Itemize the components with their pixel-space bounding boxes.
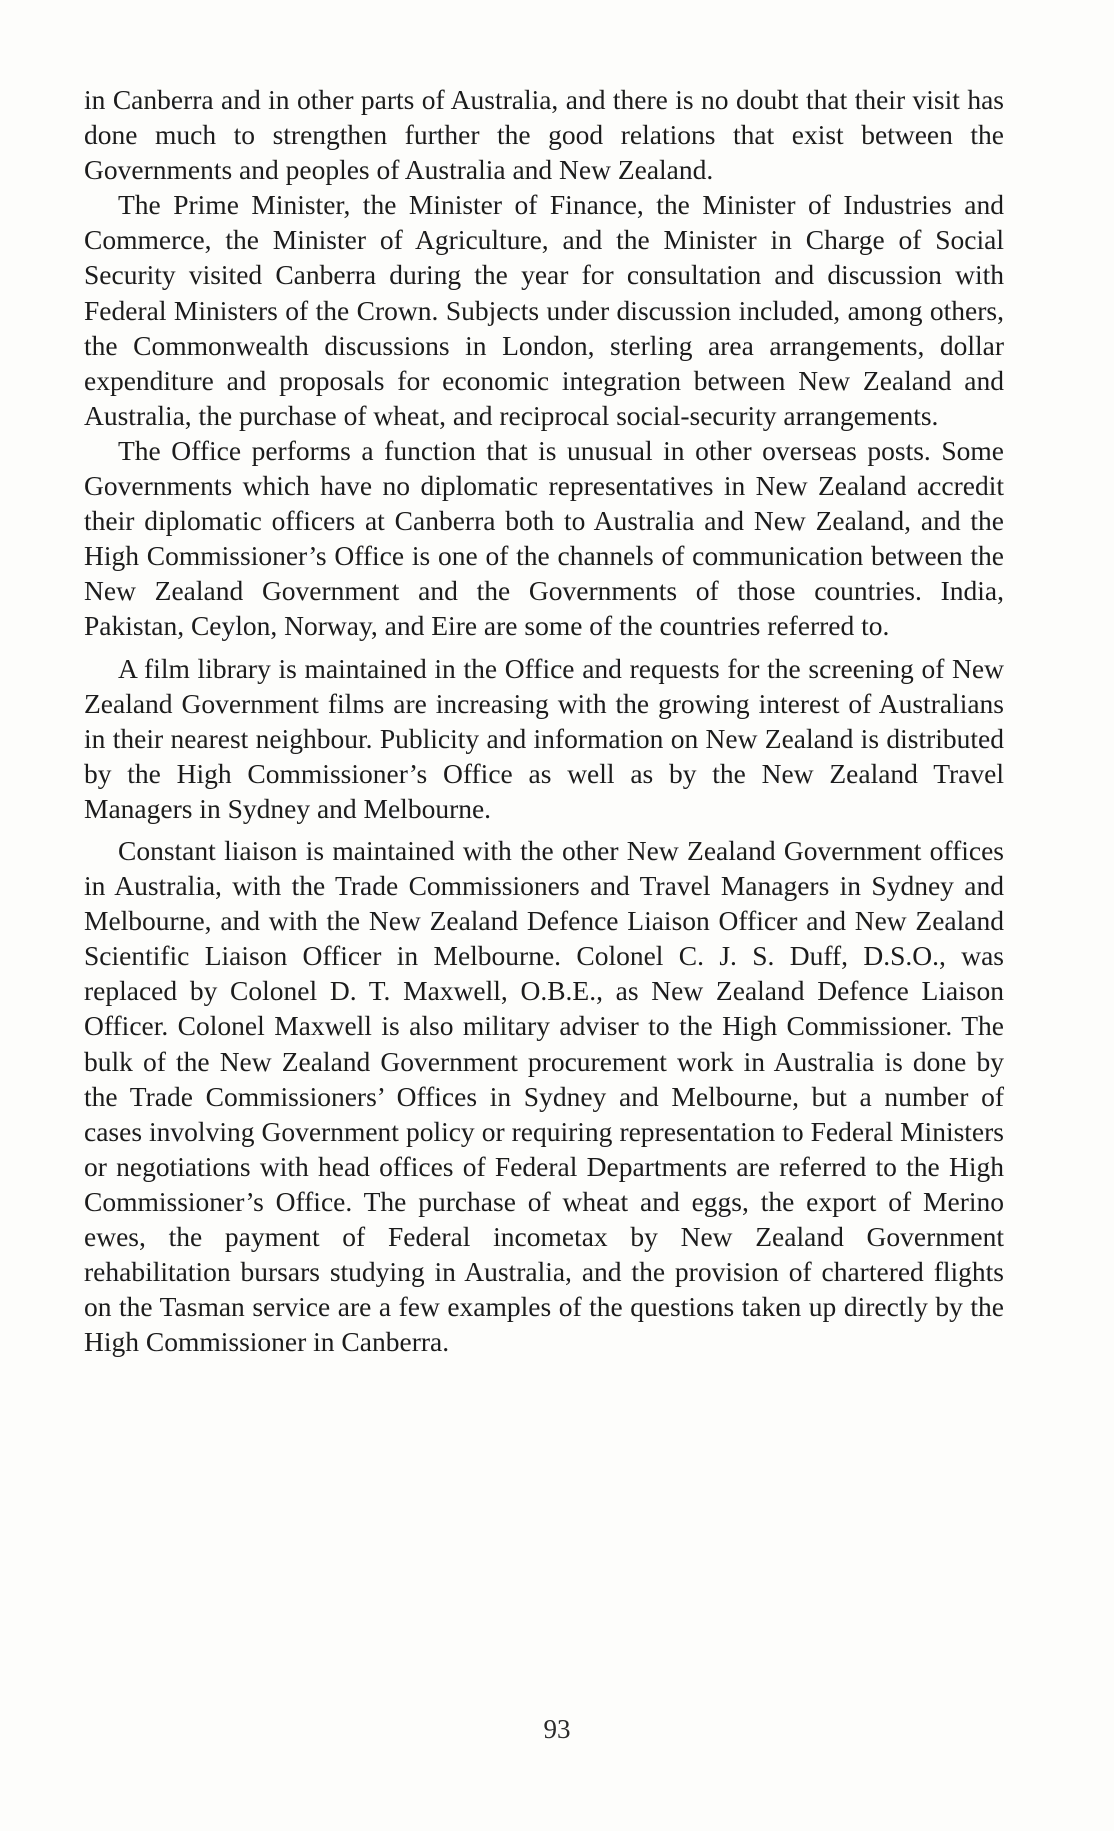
paragraph-continued: in Canberra and in other parts of Australia, and there is no doubt that their visit has done much to strengthen further the good relations that exist between the Governments and peoples of Australia and New Zealand. xyxy=(84,84,1004,186)
paragraph-film-library: A film library is maintained in the Office and requests for the screening of New Zealand Government films are increasing with the growing interest of Australians in their nearest neighbour. Publicity and information on New Zealand is distributed by the High Commissioner’s Office as well as by the New Zealand Travel Managers in Sydney and Melbourne. xyxy=(84,652,1004,824)
paragraph-ministers-visit: The Prime Minister, the Minister of Finance, the Minister of Industries and Commerce, the Minister of Agriculture, and the Minister in Charge of Social Security visited Canberra during the year for consultation and discussion with Federal Ministers of the Crown. Subjects under discussion included, among others, the Commonwealth discussions in London, sterling area arrangements, dollar expenditure and proposals for economic integration between New Zealand and Australia, the purchase of wheat, and reciprocal social-security arrangements. xyxy=(84,189,1004,431)
body-text xyxy=(84,82,1004,1359)
paragraph-office-function: The Office performs a function that is unusual in other overseas posts. Some Governments which have no diplomatic representatives in New Zealand accredit their diplomatic officers at Canberra both to Australia and New Zealand, and the High Commissioner’s Office is one of the channels of communication between the New Zealand Government and the Governments of those countries. India, Pakistan, Ceylon, Norway, and Eire are some of the countries referred to. xyxy=(84,434,1004,642)
page-number: 93 xyxy=(543,1714,571,1744)
paragraph-liaison: Constant liaison is maintained with the other New Zealand Government offices in Australia, with the Trade Commissioners and Travel Managers in Sydney and Melbourne, and with the New Zealand Defence Liaison Officer and New Zealand Scientific Liaison Officer in Melbourne. Colonel C. J. S. Duff, D.S.O., was replaced by Colonel D. T. Maxwell, O.B.E., as New Zealand Defence Liaison Officer. Colonel Maxwell is also military adviser to the High Commissioner. The bulk of the New Zealand Government procurement work in Australia is done by the Trade Commissioners’ Offices in Sydney and Melbourne, but a number of cases involving Government policy or requiring representation to Federal Ministers or negotiations with head offices of Federal Departments are referred to the High Commissioner’s Office. The purchase of wheat and eggs, the export of Merino ewes, the payment of Federal incometax by New Zealand Government rehabilitation bursars studying in Australia, and the provision of chartered flights on the Tasman service are a few examples of the questions taken up directly by the High Commissioner in Canberra. xyxy=(84,834,1004,1358)
